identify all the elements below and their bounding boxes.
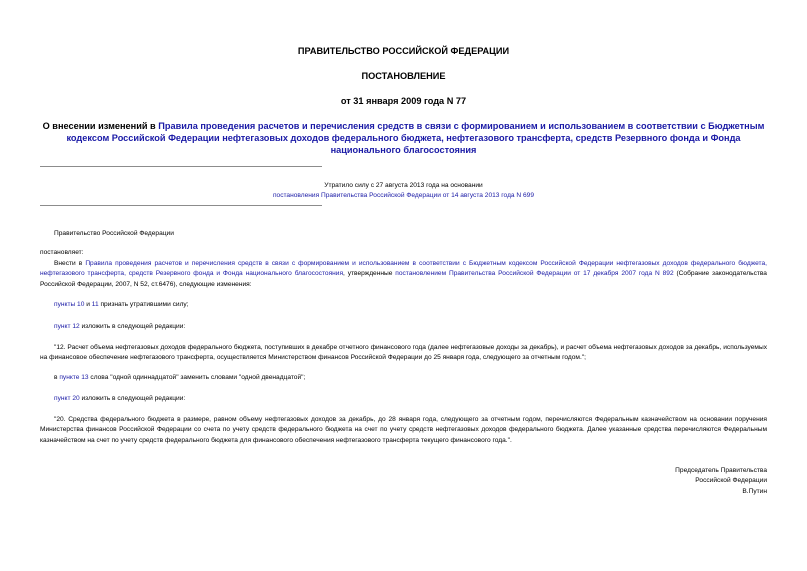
document-title: [40, 120, 767, 156]
status-note: [40, 181, 767, 201]
repeal-decree-link[interactable]: постановления Правительства Российской Федерации от 14 августа 2013 года N 699: [272, 192, 535, 199]
government-header: ПРАВИТЕЛЬСТВО РОССИЙСКОЙ ФЕДЕРАЦИИ: [297, 46, 510, 56]
signature-position: Председатель Правительства: [675, 467, 767, 474]
item-3-text: слова "одной одиннадцатой" заменить словами "одной двенадцатой";: [88, 374, 306, 381]
intro-decree-892-link[interactable]: постановлением Правительства Российской Федерации от 17 декабря 2007 года N 892: [395, 270, 674, 278]
item-4: [40, 394, 767, 404]
signature-block: [675, 466, 767, 497]
intro-mid: , утвержденные: [343, 270, 396, 278]
item-3-pre: в: [54, 374, 60, 381]
divider-bottom: [40, 205, 322, 206]
item-2: [40, 322, 767, 332]
item-3: [40, 373, 767, 383]
document-type: ПОСТАНОВЛЕНИЕ: [361, 71, 446, 81]
item-1-text: признать утратившими силу;: [98, 301, 189, 308]
item-1-and: и: [84, 301, 92, 308]
divider-top: [40, 166, 322, 167]
item-2-text: изложить в следующей редакции:: [79, 323, 186, 330]
quote-12: "12. Расчет объема нефтегазовых доходов федерального бюджета, поступивших в декабре отчетного финансового года (далее нефтегазовые доходы за декабрь), и расчет объема нефтегазовых доходов за декабрь, используемых на финансовое обеспечение нефтегазового трансферта, осуществляется Министерством финансов Российской Федерации до 25 января года, следующего за отчетным годом.";: [40, 344, 767, 362]
item-1-link-10[interactable]: пункты 10: [54, 301, 85, 308]
item-4-link-20[interactable]: пункт 20: [54, 395, 80, 402]
document-date-number: от 31 января 2009 года N 77: [340, 96, 467, 106]
item-2-link-12[interactable]: пункт 12: [54, 323, 80, 330]
item-1: [40, 300, 767, 310]
intro-post: (Собрание законодательства Российской Федерации, 2007, N 52, ст.6476), следующие изменения:: [40, 270, 767, 288]
title-rules-link[interactable]: Правила проведения расчетов и перечисления средств в связи с формированием и использованием в соответствии с Бюджетным кодексом Российской Федерации нефтегазовых доходов федерального бюджета, нефтегазового трансферта, средств Резервного фонда и Фонда национального благосостояния: [66, 121, 765, 155]
signature-name: В.Путин: [742, 487, 767, 495]
intro-paragraph: [40, 259, 767, 290]
quote-20: "20. Средства федерального бюджета в размере, равном объему нефтегазовых доходов за декабрь, до 28 января года, следующего за отчетным годом, перечисляются Федеральным казначейством на основании поручения Министерства финансов Российской Федерации со счета по учету средств федерального бюджета на счет по учету средств нефтегазовых доходов федерального бюджета. Далее указанные средства перечисляются Федеральным казначейством на счет по учету средств федерального бюджета для финансового обеспечения нефтегазового трансферта текущего финансового года.".: [40, 416, 767, 444]
title-prefix: О внесении изменений в: [42, 121, 159, 131]
signature-country: Российской Федерации: [695, 477, 767, 485]
status-note-text: Утратило силу с 27 августа 2013 года на основании: [324, 182, 483, 189]
preamble-decrees: постановляет:: [40, 249, 84, 256]
item-4-text: изложить в следующей редакции:: [79, 395, 186, 402]
preamble-government: Правительство Российской Федерации: [54, 230, 174, 237]
intro-rules-link[interactable]: Правила проведения расчетов и перечисления средств в связи с формированием и использованием в соответствии с Бюджетным кодексом Российской Федерации нефтегазовых доходов федерального бюджета, нефтегазового трансферта, средств Резервного фонда и Фонда национального благосостояния: [40, 260, 767, 278]
item-3-link-13[interactable]: пункте 13: [59, 374, 89, 381]
item-1-link-11[interactable]: 11: [91, 301, 99, 308]
intro-pre: Внести в: [54, 260, 86, 267]
